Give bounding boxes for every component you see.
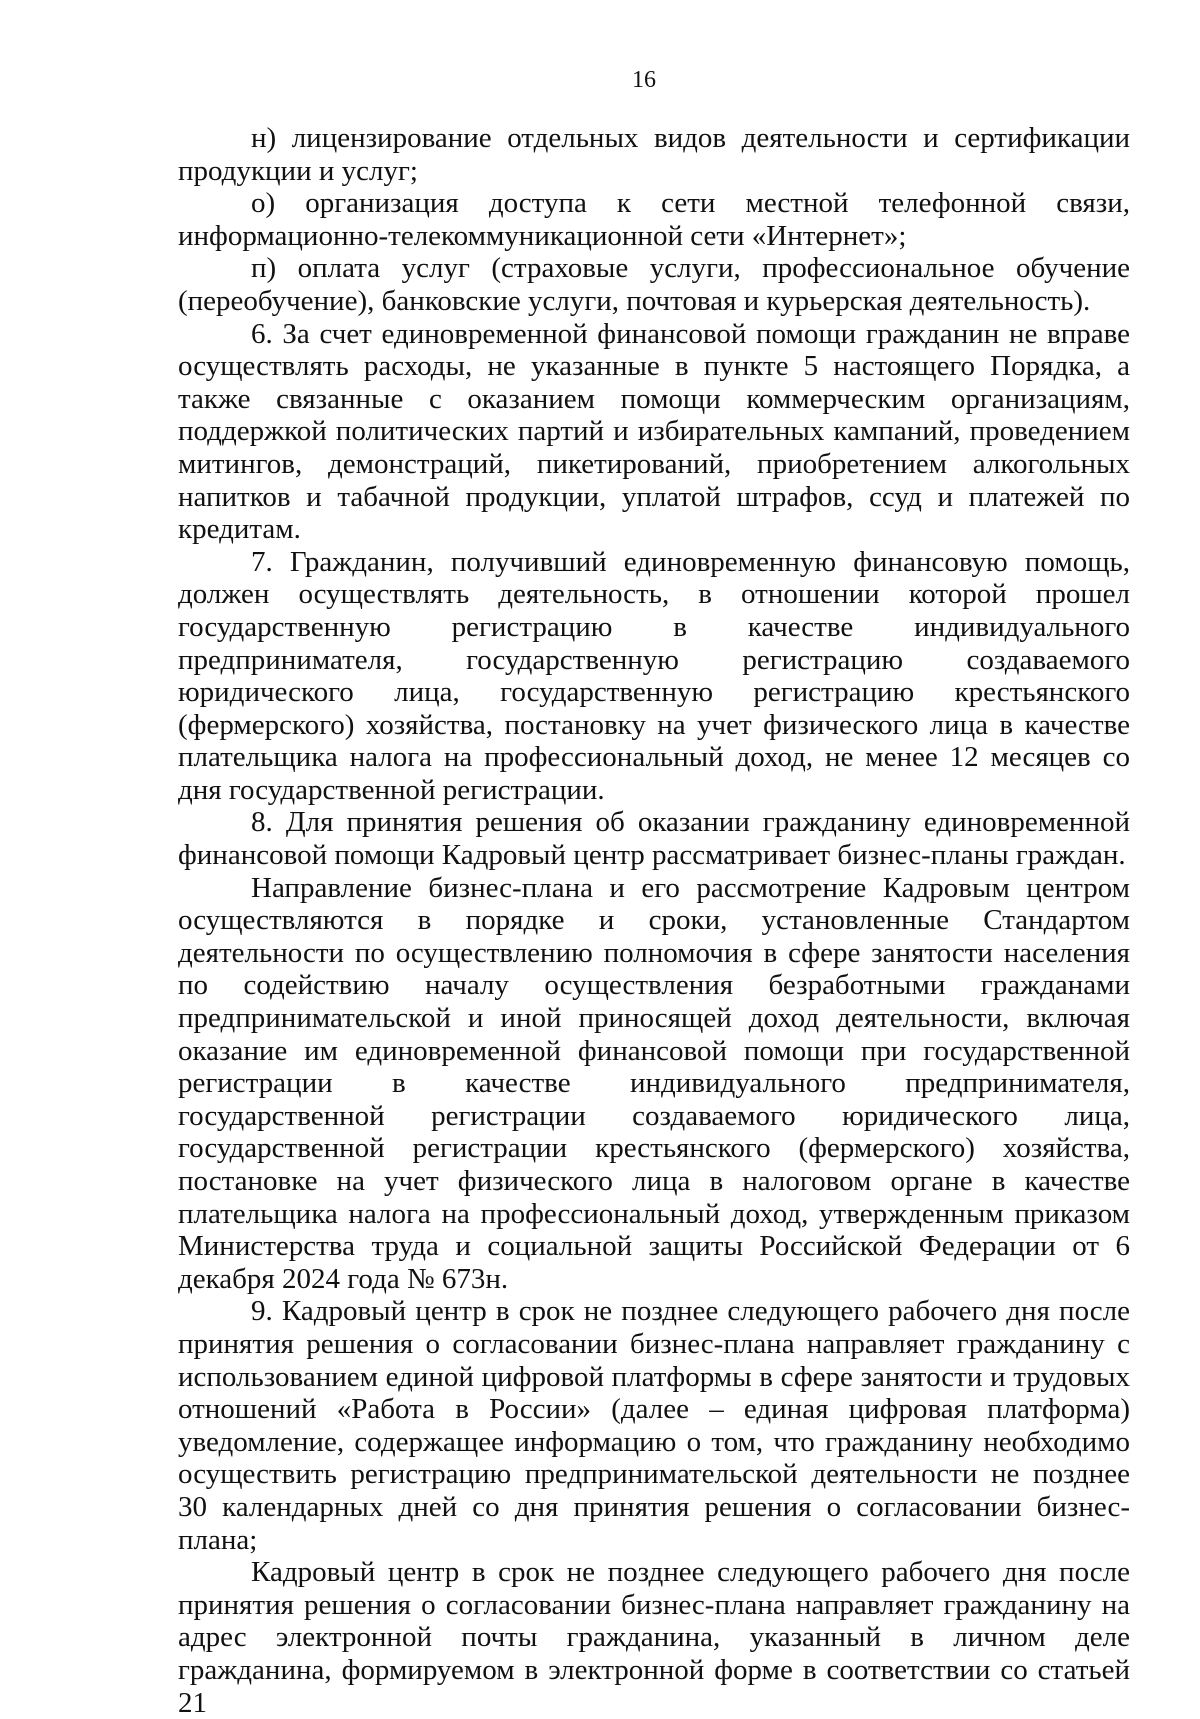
document-body: [178, 122, 1130, 1719]
paragraph-business-plan-submission: Направление бизнес-плана и его рассмотрение Кадровым центром осуществляются в порядке и сроки, установленные Стандартом деятельности по осуществлению полномочия в сфере занятости населения по содействию началу осуществления безработными гражданами предпринимательской и иной приносящей доход деятельности, включая оказание им единовременной финансовой помощи при государственной регистрации в качестве индивидуального предпринимателя, государственной регистрации создаваемого юридического лица, государственной регистрации крестьянского (фермерского) хозяйства, постановке на учет физического лица в налоговом органе в качестве плательщика налога на профессиональный доход, утвержденным приказом Министерства труда и социальной защиты Российской Федерации от 6 декабря 2024 года № 673н.: [178, 871, 1130, 1295]
paragraph-item-o: о) организация доступа к сети местной телефонной связи, информационно-телекоммуникационной сети «Интернет»;: [178, 187, 1130, 252]
paragraph-clause-7: 7. Гражданин, получивший единовременную финансовую помощь, должен осуществлять деятельность, в отношении которой прошел государственную регистрацию в качестве индивидуального предпринимателя, государственную регистрацию создаваемого юридического лица, государственную регистрацию крестьянского (фермерского) хозяйства, постановку на учет физического лица в качестве плательщика налога на профессиональный доход, не менее 12 месяцев со дня государственной регистрации.: [178, 545, 1130, 806]
paragraph-item-p: п) оплата услуг (страховые услуги, профессиональное обучение (переобучение), банковские услуги, почтовая и курьерская деятельность).: [178, 252, 1130, 317]
page-number: 16: [632, 67, 656, 93]
paragraph-email-notification: Кадровый центр в срок не позднее следующего рабочего дня после принятия решения о согласовании бизнес-плана направляет гражданину на адрес электронной почты гражданина, указанный в личном деле гражданина, формируемом в электронной форме в соответствии со статьей 21: [178, 1556, 1130, 1719]
paragraph-clause-6: 6. За счет единовременной финансовой помощи гражданин не вправе осуществлять расходы, не указанные в пункте 5 настоящего Порядка, а также связанные с оказанием помощи коммерческим организациям, поддержкой политических партий и избирательных кампаний, проведением митингов, демонстраций, пикетирований, приобретением алкогольных напитков и табачной продукции, уплатой штрафов, ссуд и платежей по кредитам.: [178, 317, 1130, 546]
paragraph-clause-9: 9. Кадровый центр в срок не позднее следующего рабочего дня после принятия решения о согласовании бизнес-плана направляет гражданину с использованием единой цифровой платформы в сфере занятости и трудовых отношений «Работа в России» (далее – единая цифровая платформа) уведомление, содержащее информацию о том, что гражданину необходимо осуществить регистрацию предпринимательской деятельности не позднее 30 календарных дней со дня принятия решения о согласовании бизнес-плана;: [178, 1295, 1130, 1556]
paragraph-item-n: н) лицензирование отдельных видов деятельности и сертификации продукции и услуг;: [178, 122, 1130, 187]
paragraph-clause-8: 8. Для принятия решения об оказании гражданину единовременной финансовой помощи Кадровый центр рассматривает бизнес-планы граждан.: [178, 806, 1130, 872]
